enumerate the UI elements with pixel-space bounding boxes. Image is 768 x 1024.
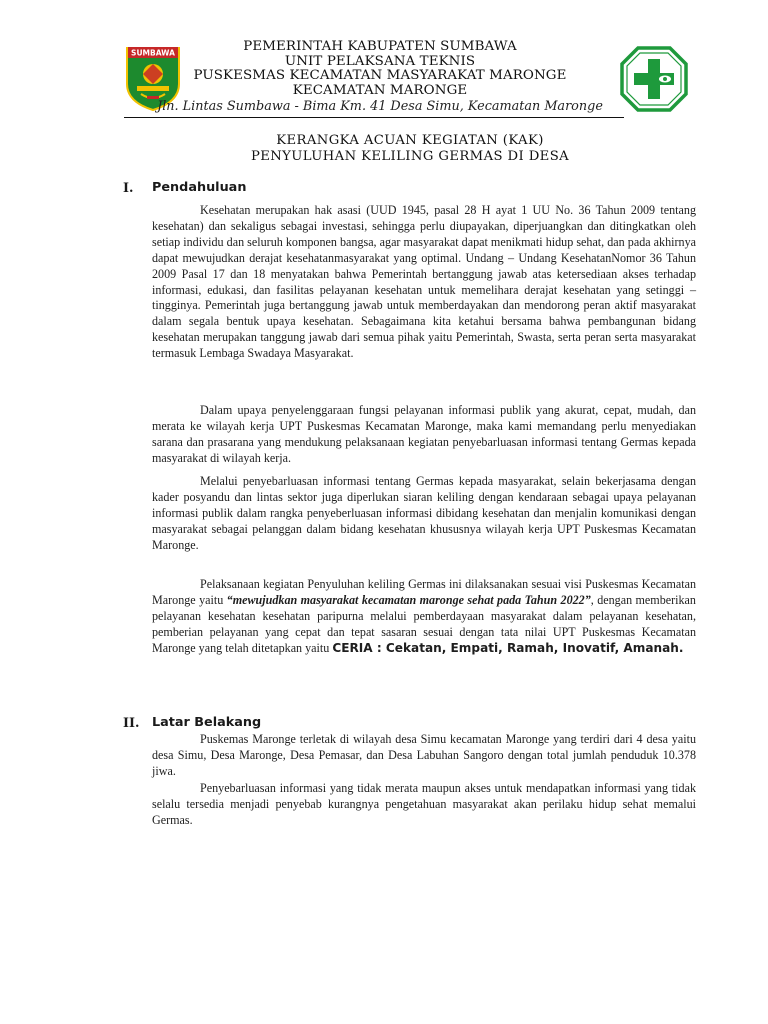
puskesmas-cross-logo (620, 46, 688, 112)
document-title-line2: PENYULUHAN KELILING GERMAS DI DESA (250, 149, 570, 164)
vision-statement: “mewujudkan masyarakat kecamatan maronge sehat pada Tahun 2022” (226, 592, 591, 607)
letterhead-unit: UNIT PELAKSANA TEKNIS (284, 53, 476, 69)
letterhead-address: Jln. Lintas Sumbawa - Bima Km. 41 Desa Simu, Kecamatan Maronge (157, 99, 603, 114)
section-1-paragraph-2: Dalam upaya penyelenggaraan fungsi pelayanan informasi publik yang akurat, cepat, mudah, dan merata ke wilayah kerja UPT Puskesmas Kecamatan Maronge, maka kami memandang perlu menyediakan sarana dan prasarana yang mendukung pelaksanaan kegiatan penyebarluasan informasi tentang Germas kepada masyarakat di wilayah kerja. (152, 403, 696, 465)
letterhead (120, 40, 640, 114)
letterhead-government: PEMERINTAH KABUPATEN SUMBAWA (243, 39, 517, 54)
letterhead-divider (124, 117, 624, 118)
section-2-paragraph-2: Penyebarluasan informasi yang tidak merata maupun akses untuk mendapatkan informasi yang tidak selalu tersedia menjadi penyebab kurangnya pengetahuan masyarakat akan perilaku hidup sehat memalui Germas. (152, 781, 696, 827)
section-1-title: Pendahuluan (152, 180, 247, 195)
crest-banner-text: SUMBAWA (131, 48, 175, 58)
section-1-paragraph-3: Melalui penyebarluasan informasi tentang Germas kepada masyarakat, selain bekerjasama dengan kader posyandu dan lintas sektor juga diperlukan siaran keliling dengan kendaraan sebagai upaya pelayanan informasi publik dalam rangka penyeberluasan informasi dibidang kesehatan dan menjalin komunikasi dengan masyarakat sebagai pelanggan dalam bidang kesehatan khususnya wilayah kerja UPT Puskesmas Kecamatan Maronge. (152, 474, 696, 552)
letterhead-district: KECAMATAN MARONGE (292, 82, 468, 98)
document-title-line1: KERANGKA ACUAN KEGIATAN (KAK) (276, 133, 544, 148)
section-1-paragraph-4: Pelaksanaan kegiatan Penyuluhan keliling Germas ini dilaksanakan sesuai visi Puskesmas Kecamatan Maronge yaitu “mewujudkan masyarakat kecamatan maronge sehat pada Tahun 2022”, dengan memberikan pelayanan kesehatan kesehatan paripurna melalui pemberdayaan masyarakat dalam pelayanan kesehatan, pemberian pelayanan yang cepat dan tepat sasaran sesuai dengan tata nilai UPT Puskesmas Kecamatan Maronge yang telah ditetapkan yaitu CERIA : Cekatan, Empati, Ramah, Inovatif, Amanah. (152, 577, 696, 655)
section-1-paragraph-1: Kesehatan merupakan hak asasi (UUD 1945, pasal 28 H ayat 1 UU No. 36 Tahun 2009 tentang kesehatan) dan sekaligus sebagai investasi, sehingga perlu diupayakan, diperjuangkan dan ditingkatkan oleh setiap individu dan seluruh komponen bangsa, agar masyarakat dapat menikmati hidup sehat, dan pada akhirnya dapat mewujudkan derajat kesehatanmasyarakat yang optimal. Undang – Undang KesehatanNomor 36 Tahun 2009 Pasal 17 dan 18 menyatakan bahwa Pemerintah bertanggung jawab atas ketersediaan akses terhadap informasi, edukasi, dan fasilitas pelayanan kesehatan untuk memelihara derajat kesehatan yang setinggi – tingginya. Pemerintah juga bertanggung jawab untuk memberdayakan dan mendorong peran aktif masyarakat dalam segala bentuk upaya kesehatan. Sebagaimana kita ketahui bersama bahwa pembangunan bidang kesehatan merupakan tanggung jawab dari semua pihak yaitu Pemerintah, Swasta, serta peran serta masyarakat termasuk Lembaga Swadaya Masyarakat. (152, 203, 696, 361)
ceria-values: CERIA : Cekatan, Empati, Ramah, Inovatif, Amanah. (332, 640, 684, 655)
document-title (150, 133, 670, 165)
section-1-number: I. (123, 181, 134, 196)
letterhead-puskesmas: PUSKESMAS KECAMATAN MASYARAKAT MARONGE (193, 68, 567, 83)
section-2-paragraph-1: Puskemas Maronge terletak di wilayah desa Simu kecamatan Maronge yang terdiri dari 4 desa yaitu desa Simu, Desa Maronge, Desa Pemasar, dan Desa Labuhan Sangoro dengan total jumlah penduduk 10.378 jiwa. (152, 732, 696, 778)
section-2-number: II. (123, 716, 140, 731)
section-2-title: Latar Belakang (152, 715, 262, 730)
